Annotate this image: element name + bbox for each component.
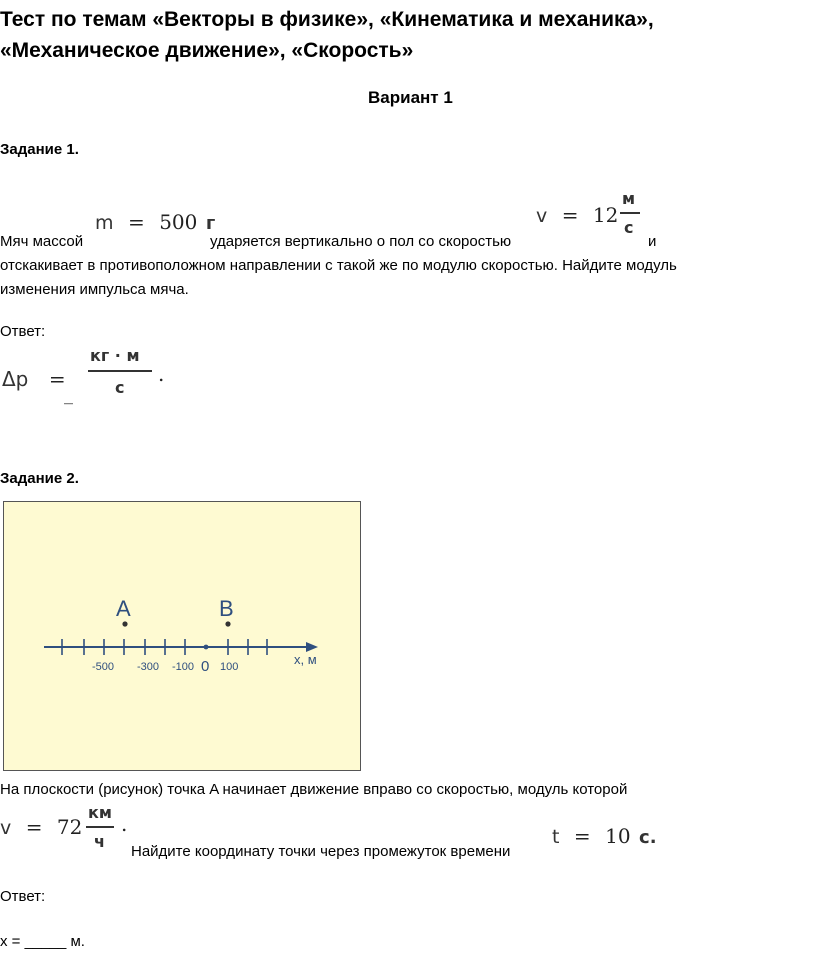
task1-mass-formula <box>95 210 215 234</box>
answer-variable: Δp <box>2 367 29 391</box>
page-title: Тест по темам «Векторы в физике», «Кинематика и механика», «Механическое движение», «Скорость» <box>0 8 654 62</box>
number-line-svg <box>4 502 360 770</box>
answer-unit-numerator: кг · м <box>90 346 140 365</box>
task2-text-line1: На плоскости (рисунок) точка A начинает движение вправо со скоростью, модуль которой <box>0 781 628 798</box>
equals-sign: = <box>48 367 66 391</box>
speed-unit-numerator: м <box>622 189 636 208</box>
time-unit: с. <box>639 827 657 848</box>
origin-dot <box>204 645 209 650</box>
equals-sign: = <box>561 203 579 227</box>
equals-sign: = <box>127 210 145 234</box>
task1-text-part2: ударяется вертикально о пол со скоростью <box>210 233 512 250</box>
answer-unit-denominator: с <box>115 378 125 397</box>
time-value: 10 <box>605 824 631 848</box>
tick-label: -300 <box>137 661 160 673</box>
speed-unit-numerator: км <box>88 803 112 822</box>
point-a-dot <box>122 621 127 626</box>
task1-speed-formula <box>536 203 618 227</box>
task1-text-part3: и <box>648 233 657 250</box>
mass-value: 500 <box>159 210 198 234</box>
task1-text-line3: изменения импульса мяча. <box>0 281 189 298</box>
task2-time-formula <box>552 824 657 848</box>
tick-label: -500 <box>92 661 115 673</box>
tick-label: -100 <box>172 661 195 673</box>
tick-label: 0 <box>201 658 210 675</box>
variant-heading: Вариант 1 <box>368 88 453 107</box>
fraction-line <box>86 826 114 828</box>
point-a-label: A <box>116 596 131 621</box>
equals-sign: = <box>25 815 43 839</box>
mass-unit: г <box>205 213 216 234</box>
task2-speed-formula <box>0 815 82 839</box>
speed-unit-denominator: с <box>624 218 634 237</box>
speed-unit-denominator: ч <box>94 832 105 851</box>
tick-label: 100 <box>220 661 239 673</box>
speed-variable: v <box>0 817 12 839</box>
answer-period: . <box>158 362 165 386</box>
task2-text-line2: Найдите координату точки через промежуток времени <box>131 843 511 860</box>
task1-text-line2: отскакивает в противоположном направлении с такой же по модулю скоростью. Найдите модуль <box>0 257 677 274</box>
x-axis-arrow <box>306 642 318 652</box>
speed-variable: v <box>536 205 548 227</box>
mass-variable: m <box>95 212 114 234</box>
task1-answer-formula <box>2 367 66 391</box>
number-line-figure <box>3 501 361 771</box>
task1-answer-label: Ответ: <box>0 323 46 340</box>
speed-value: 72 <box>56 815 83 839</box>
task2-heading: Задание 2. <box>0 470 79 487</box>
task1-heading: Задание 1. <box>0 141 79 158</box>
formula-period: . <box>121 812 128 836</box>
point-b-dot <box>225 621 230 626</box>
axis-label: x, м <box>294 652 317 667</box>
task1-text-part1: Мяч массой <box>0 233 84 250</box>
time-variable: t <box>552 826 560 848</box>
equals-sign: = <box>573 824 591 848</box>
answer-blank[interactable]: _ <box>64 384 73 405</box>
point-b-label: B <box>219 596 234 621</box>
fraction-line <box>88 370 152 372</box>
speed-value: 12 <box>592 203 619 227</box>
fraction-line <box>620 212 640 214</box>
task2-answer-line[interactable]: x = _____ м. <box>0 933 85 950</box>
task2-answer-label: Ответ: <box>0 888 46 905</box>
